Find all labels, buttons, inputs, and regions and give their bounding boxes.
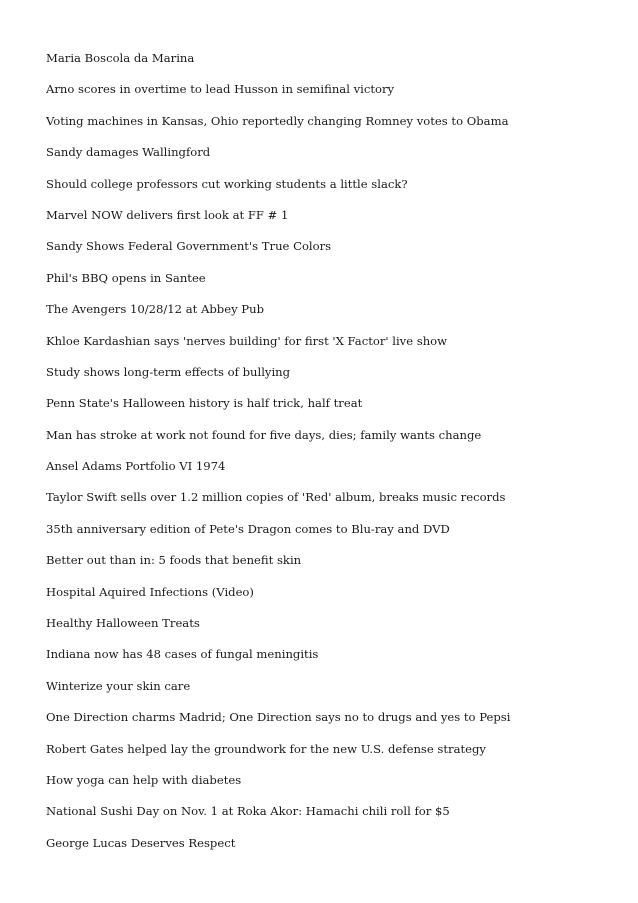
headline-item: 35th anniversary edition of Pete's Dragon comes to Blu-ray and DVD [46,521,450,536]
headline-item: The Avengers 10/28/12 at Abbey Pub [46,302,264,317]
headline-item: National Sushi Day on Nov. 1 at Roka Akor: Hamachi chili roll for $5 [46,804,450,819]
headline-item: Study shows long-term effects of bullying [46,364,291,379]
headline-item: One Direction charms Madrid; One Direction says no to drugs and yes to Pepsi [46,710,511,725]
headline-item: George Lucas Deserves Respect [46,835,236,850]
headline-item: Should college professors cut working students a little slack? [46,176,408,191]
headline-item: How yoga can help with diabetes [46,772,242,787]
headline-item: Sandy damages Wallingford [46,145,211,160]
headline-item: Phil's BBQ opens in Santee [46,270,206,285]
headline-item: Better out than in: 5 foods that benefit skin [46,553,302,568]
headline-item: Penn State's Halloween history is half trick, half treat [46,396,363,411]
headline-item: Taylor Swift sells over 1.2 million copies of 'Red' album, breaks music records [46,490,506,505]
headline-item: Sandy Shows Federal Government's True Colors [46,239,332,254]
headline-item: Hospital Aquired Infections (Video) [46,584,254,599]
headline-item: Winterize your skin care [46,678,191,693]
headline-item: Maria Boscola da Marina [46,51,195,65]
headline-item: Arno scores in overtime to lead Husson in semifinal victory [46,82,395,97]
headline-item: Healthy Halloween Treats [46,616,200,631]
headline-item: Khloe Kardashian says 'nerves building' for first 'X Factor' live show [46,333,448,348]
headline-item: Voting machines in Kansas, Ohio reportedly changing Romney votes to Obama [46,113,509,128]
headline-item: Marvel NOW delivers first look at FF # 1 [46,207,289,222]
headline-item: Robert Gates helped lay the groundwork for the new U.S. defense strategy [46,741,486,756]
headline-list [46,50,616,866]
headline-item: Man has stroke at work not found for five days, dies; family wants change [46,427,482,442]
headline-item: Indiana now has 48 cases of fungal meningitis [46,647,319,662]
headline-item: Ansel Adams Portfolio VI 1974 [46,459,226,474]
